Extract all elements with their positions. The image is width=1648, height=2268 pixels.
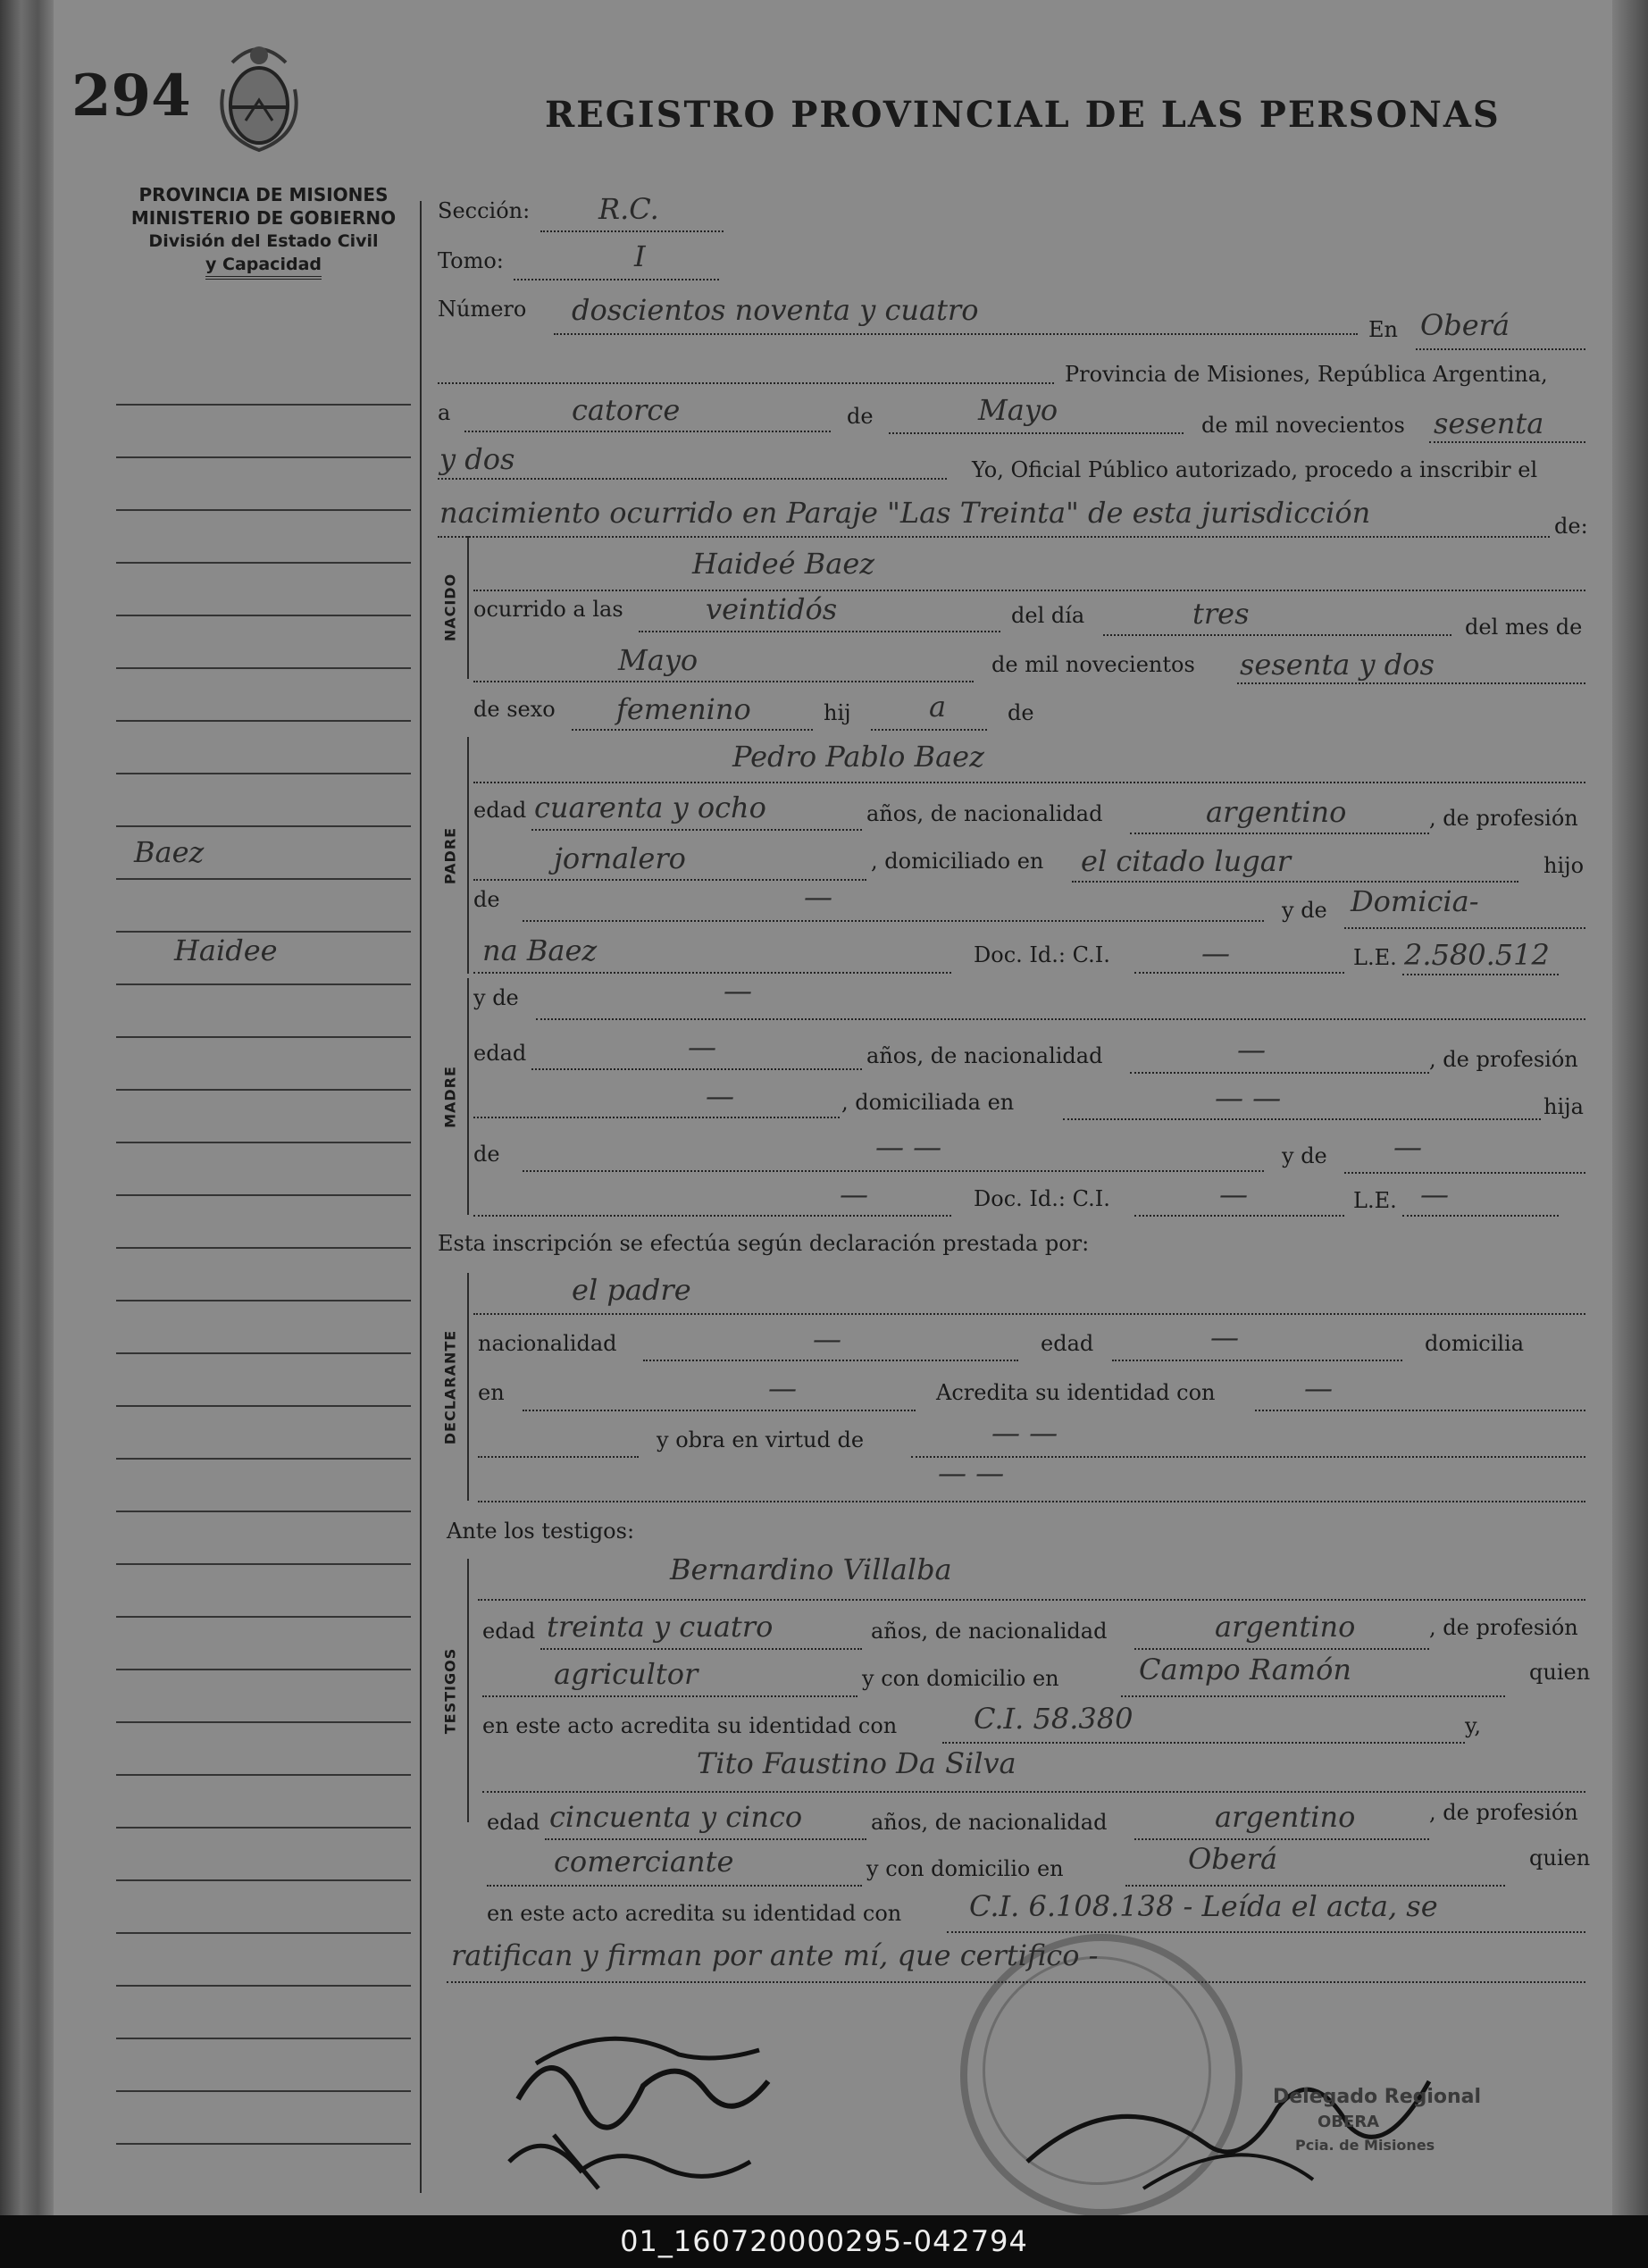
value-numero: doscientos noventa y cuatro (572, 293, 979, 327)
header-line-1: PROVINCIA DE MISIONES (138, 184, 389, 205)
header-line-2: MINISTERIO DE GOBIERNO (130, 207, 397, 229)
label-y-coma: y, (1465, 1713, 1481, 1738)
value-mes-nac: Mayo (618, 643, 699, 677)
label-nac-t1: años, de nacionalidad (871, 1619, 1108, 1644)
value-decl-en: — (768, 1371, 797, 1405)
label-hijo: hijo (1543, 853, 1585, 878)
value-decl-obra: — — (991, 1416, 1058, 1450)
value-hora: veintidós (706, 592, 838, 626)
value-madre-y-de: — (1393, 1130, 1422, 1164)
value-madre-prof: — (706, 1079, 734, 1113)
label-de-2: de (1008, 700, 1034, 725)
label-edad-padre: edad (473, 798, 527, 823)
label-prof-t1: , de profesión (1429, 1615, 1578, 1640)
label-domiciliada: , domiciliada en (841, 1090, 1015, 1115)
value-padre-y-de-a: Domicia- (1351, 884, 1479, 918)
label-nacionalidad-decl: nacionalidad (478, 1331, 617, 1356)
label-edad-t1: edad (482, 1619, 536, 1644)
value-t2-dom: Oberá (1188, 1842, 1278, 1876)
margin-given-name: Haidee (174, 933, 278, 967)
label-acredita-t1: en este acto acredita su identidad con (482, 1713, 898, 1738)
label-domiciliado: , domiciliado en (871, 849, 1044, 874)
label-edad-madre: edad (473, 1041, 527, 1066)
label-quien-t1: quien (1529, 1660, 1591, 1685)
label-obra: y obra en virtud de (657, 1427, 865, 1452)
label-doc-id-madre: Doc. Id.: C.I. (974, 1186, 1110, 1211)
label-de: de (847, 404, 874, 429)
value-padre-dom: el citado lugar (1081, 844, 1292, 878)
stamp-line-3: Pcia. de Misiones (1295, 2137, 1435, 2154)
label-de-mil: de mil novecientos (1201, 413, 1405, 438)
value-sexo: femenino (616, 692, 751, 726)
witness-signatures-icon (500, 2001, 822, 2215)
official-signature-icon (1009, 2028, 1456, 2206)
label-hij: hij (824, 700, 851, 725)
label-provincia: Provincia de Misiones, República Argentina, (1065, 362, 1548, 387)
section-madre: MADRE (441, 1065, 459, 1128)
label-a: a (438, 400, 451, 425)
value-t2-prof: comerciante (554, 1845, 734, 1879)
label-le-madre: L.E. (1353, 1188, 1397, 1213)
label-prof-madre: , de profesión (1429, 1047, 1578, 1072)
value-t2-nac: argentino (1215, 1800, 1356, 1834)
value-decl-extra: — — (938, 1456, 1005, 1490)
value-anio-nac: sesenta y dos (1240, 648, 1435, 682)
margin-divider (420, 201, 422, 2193)
header-line-3: División del Estado Civil (148, 231, 379, 251)
value-nombre: Haideé Baez (692, 547, 875, 581)
label-de-colon: de: (1554, 514, 1588, 539)
label-oficial: Yo, Oficial Público autorizado, procedo a inscribir el (972, 457, 1538, 482)
label-seccion: Sección: (438, 198, 531, 223)
value-t2-ci: C.I. 6.108.138 - Leída el acta, se (969, 1889, 1438, 1923)
label-numero: Número (438, 297, 527, 322)
value-madre-pre2: — (840, 1177, 868, 1211)
label-edad-t2: edad (487, 1810, 540, 1835)
label-en: En (1368, 317, 1398, 342)
margin-surname: Baez (134, 835, 205, 869)
page-edge (1612, 0, 1648, 2215)
value-t1-edad: treinta y cuatro (547, 1610, 774, 1644)
value-padre-le: 2.580.512 (1404, 938, 1550, 972)
value-t2-nombre: Tito Faustino Da Silva (697, 1746, 1016, 1780)
label-de-mil-2: de mil novecientos (991, 652, 1195, 677)
value-padre-nombre: Pedro Pablo Baez (732, 740, 984, 774)
value-padre-ci: — (1201, 936, 1230, 970)
label-y-de-madre: y de (473, 985, 519, 1010)
label-ocurrido: ocurrido a las (473, 597, 623, 622)
page-number: 294 (71, 63, 191, 130)
label-del-dia: del día (1011, 603, 1085, 628)
label-esta-inscripcion: Esta inscripción se efectúa según declaración prestada por: (438, 1231, 1090, 1256)
value-t2-edad: cincuenta y cinco (549, 1800, 803, 1834)
value-t1-nombre: Bernardino Villalba (670, 1552, 952, 1586)
value-decl-nac: — (813, 1322, 841, 1356)
value-seccion: R.C. (598, 192, 659, 226)
label-le-padre: L.E. (1353, 945, 1397, 970)
label-prof-t2: , de profesión (1429, 1800, 1578, 1825)
section-testigos: TESTIGOS (441, 1647, 459, 1734)
section-padre: PADRE (441, 826, 459, 884)
label-quien-t2: quien (1529, 1845, 1591, 1870)
stamp-line-2: OBERA (1318, 2113, 1380, 2131)
value-t1-dom: Campo Ramón (1139, 1653, 1351, 1686)
value-madre-de: — — (875, 1130, 942, 1164)
margin-ruled-lines (116, 353, 411, 2145)
label-edad-decl: edad (1041, 1331, 1094, 1356)
image-caption: 01_160720000295-042794 (0, 2215, 1648, 2268)
label-y-de: y de (1282, 898, 1327, 923)
value-nacimiento: nacimiento ocurrido en Paraje "Las Treinta" de esta jurisdicción (439, 496, 1371, 530)
value-ciudad: Oberá (1420, 308, 1510, 342)
value-madre-ci: — (1219, 1177, 1248, 1211)
value-madre-le: — (1420, 1177, 1449, 1211)
label-acredita: Acredita su identidad con (936, 1380, 1216, 1405)
value-decl-edad: — (1210, 1320, 1239, 1354)
label-nac-padre: años, de nacionalidad (866, 801, 1103, 826)
value-padre-de: — (804, 880, 832, 914)
label-acredita-t2: en este acto acredita su identidad con (487, 1901, 902, 1926)
label-del-mes: del mes de (1465, 615, 1583, 640)
value-tomo: I (634, 239, 646, 273)
value-madre-edad: — (688, 1030, 716, 1064)
header-line-4: y Capacidad (205, 253, 322, 280)
page-title: REGISTRO PROVINCIAL DE LAS PERSONAS (545, 94, 1501, 136)
section-nacido: NACIDO (441, 573, 459, 642)
value-padre-prof: jornalero (554, 841, 686, 875)
value-anio-b: y dos (439, 442, 515, 476)
label-doc-id-padre: Doc. Id.: C.I. (974, 942, 1110, 967)
value-dia-nac: tres (1192, 597, 1250, 631)
section-declarante: DECLARANTE (441, 1329, 459, 1444)
label-prof-padre: , de profesión (1429, 806, 1578, 831)
argentina-coat-of-arms-icon (205, 36, 313, 161)
ministry-header (107, 183, 420, 280)
label-en-decl: en (478, 1380, 505, 1405)
label-dom-t1: y con domicilio en (862, 1666, 1059, 1691)
value-declarante: el padre (572, 1273, 691, 1307)
value-t1-nac: argentino (1215, 1610, 1356, 1644)
value-padre-edad: cuarenta y ocho (534, 791, 766, 824)
value-anio-a: sesenta (1434, 406, 1544, 440)
label-ante-testigos: Ante los testigos: (447, 1519, 635, 1544)
label-dom-t2: y con domicilio en (866, 1856, 1064, 1881)
label-y-de-madre-2: y de (1282, 1143, 1327, 1168)
label-domicilia: domicilia (1425, 1331, 1525, 1356)
label-de-padre: de (473, 887, 500, 912)
value-mes: Mayo (978, 393, 1058, 427)
value-hij: a (929, 690, 947, 724)
label-nac-t2: años, de nacionalidad (871, 1810, 1108, 1835)
label-de-madre: de (473, 1142, 500, 1167)
value-madre-dom: — — (1215, 1081, 1282, 1115)
value-padre-nac: argentino (1206, 795, 1347, 829)
value-dia: catorce (572, 393, 681, 427)
value-t1-prof: agricultor (554, 1657, 699, 1691)
label-nac-madre: años, de nacionalidad (866, 1043, 1103, 1068)
stamp-line-1: Delegado Regional (1273, 2086, 1482, 2108)
label-tomo: Tomo: (438, 248, 504, 273)
value-decl-acredita: — (1304, 1371, 1333, 1405)
book-spine (0, 0, 54, 2215)
value-madre-nac: — (1237, 1033, 1266, 1067)
value-madre-pre: — (724, 974, 752, 1008)
value-t1-ci: C.I. 58.380 (974, 1702, 1134, 1736)
value-padre-y-de-b: na Baez (482, 933, 598, 967)
value-cierre: ratifican y firman por ante mí, que certifico - (451, 1938, 1099, 1972)
label-sexo: de sexo (473, 697, 556, 722)
label-hija: hija (1543, 1094, 1584, 1119)
